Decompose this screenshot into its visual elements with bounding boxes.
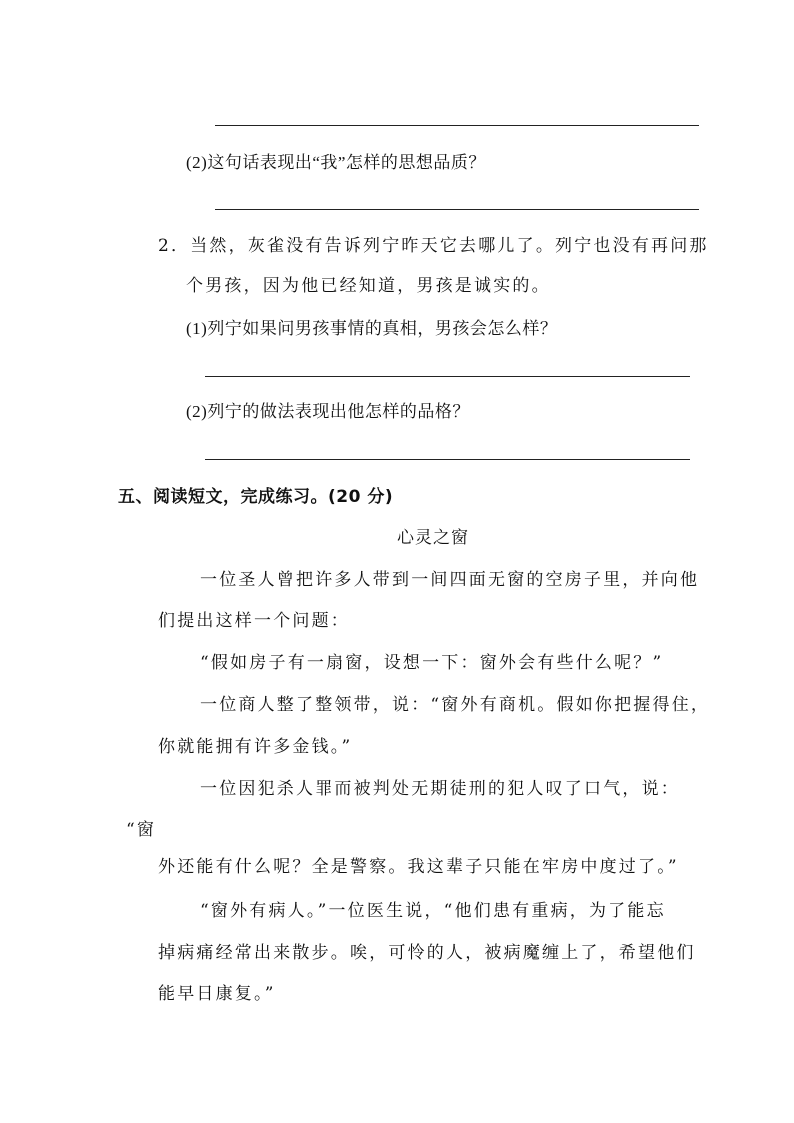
passage-line-8: 外还能有什么呢？全是警察。我这辈子只能在牢房中度过了。”: [158, 857, 679, 877]
question-2-part-1: (1)列宁如果问男孩事情的真相，男孩会怎么样？: [186, 319, 558, 338]
passage-line-2: 们提出这样一个问题：: [158, 611, 350, 631]
passage-line-7: “窗: [126, 820, 157, 840]
passage-line-11: 能早日康复。”: [158, 984, 276, 1004]
question-2-text-line-2: 个男孩，因为他已经知道，男孩是诚实的。: [186, 276, 551, 296]
passage-line-1: 一位圣人曾把许多人带到一间四面无窗的空房子里，并向他: [200, 570, 700, 590]
answer-line-q1-part1[interactable]: [215, 125, 699, 126]
passage-title: 心灵之窗: [397, 528, 469, 548]
question-1-part-2: (2)这句话表现出“我”怎样的思想品质？: [186, 153, 486, 172]
question-2-part-2: (2)列宁的做法表现出他怎样的品格？: [186, 402, 470, 421]
passage-line-3: “假如房子有一扇窗，设想一下：窗外会有些什么呢？”: [200, 653, 664, 673]
passage-line-10: 掉病痛经常出来散步。唉，可怜的人，被病魔缠上了，希望他们: [158, 943, 696, 963]
question-2-text-line-1: 2．当然，灰雀没有告诉列宁昨天它去哪儿了。列宁也没有再问那: [158, 236, 709, 256]
answer-line-q2-part1[interactable]: [205, 376, 690, 377]
answer-line-q1-part2[interactable]: [215, 209, 699, 210]
answer-line-q2-part2[interactable]: [205, 459, 690, 460]
section-5-heading: 五、阅读短文，完成练习。(20 分): [118, 487, 394, 507]
passage-line-4: 一位商人整了整领带，说：“窗外有商机。假如你把握得住，: [200, 695, 711, 715]
passage-line-5: 你就能拥有许多金钱。”: [158, 737, 353, 757]
passage-line-6: 一位因犯杀人罪而被判处无期徒刑的犯人叹了口气，说：: [200, 779, 680, 799]
passage-line-9: “窗外有病人。”一位医生说，“他们患有重病，为了能忘: [200, 901, 666, 921]
